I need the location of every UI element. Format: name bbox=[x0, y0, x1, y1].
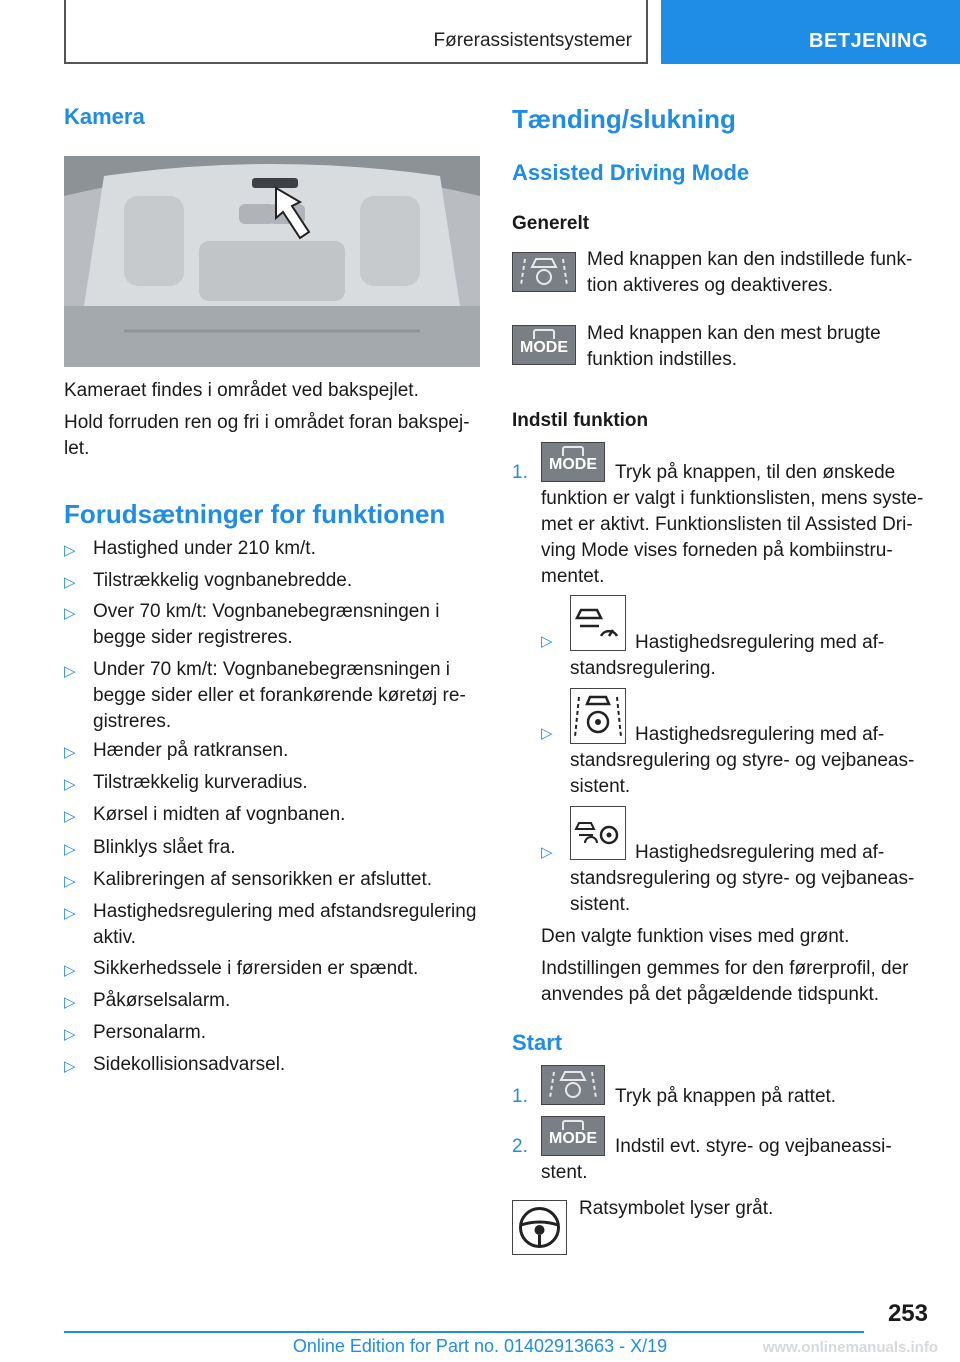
option2-text-1: Hastighedsregulering med af- bbox=[635, 724, 885, 745]
prereq-item: ▷ Under 70 km/t: Vognbanebegrænsningen i begge sider eller et forankørende køretøj re- gistreres. bbox=[64, 659, 466, 732]
triangle-bullet-icon: ▷ bbox=[64, 744, 76, 761]
start-heading: Start bbox=[512, 1030, 563, 1055]
triangle-bullet-icon: ▷ bbox=[541, 725, 553, 742]
prereq-item: ▷ Påkørselsalarm. bbox=[64, 988, 484, 1014]
triangle-bullet-icon: ▷ bbox=[64, 1026, 76, 1043]
after-text-2a: Indstillingen gemmes for den førerprofil, der bbox=[541, 958, 909, 979]
triangle-bullet-icon: ▷ bbox=[64, 808, 76, 825]
subsection-heading: Assisted Driving Mode bbox=[512, 160, 750, 185]
step1-text-1: Tryk på knappen, til den ønskede bbox=[615, 462, 896, 483]
step-number: 1. bbox=[512, 1086, 528, 1107]
start-step1-text: Tryk på knappen på rattet. bbox=[615, 1086, 837, 1107]
prereq-item: ▷ Hastighedsregulering med afstandsregulering aktiv. bbox=[64, 901, 477, 948]
section-heading: Tænding/slukning bbox=[512, 104, 736, 134]
header-section-box bbox=[64, 0, 648, 64]
step1-text-2: funktion er valgt i funktionslisten, mens syste- bbox=[541, 488, 924, 509]
prereq-item: ▷ Kalibreringen af sensorikken er afsluttet. bbox=[64, 867, 484, 893]
cruise-distance-icon bbox=[570, 595, 626, 651]
header-chapter-title: BETJENING bbox=[809, 30, 928, 52]
prereq-item: ▷ Sidekollisionsadvarsel. bbox=[64, 1052, 484, 1078]
start-step2-text-2: stent. bbox=[541, 1162, 588, 1183]
triangle-bullet-icon: ▷ bbox=[64, 905, 76, 922]
step-number: 2. bbox=[512, 1136, 528, 1157]
step1-text-4: ving Mode vises forneden på kombiinstru- bbox=[541, 540, 893, 561]
prereq-item: ▷ Over 70 km/t: Vognbanebegrænsningen i begge sider registreres. bbox=[64, 601, 440, 648]
prereq-item: ▷ Blinklys slået fra. bbox=[64, 835, 484, 861]
assist-button-icon bbox=[512, 252, 576, 292]
steering-wheel-icon bbox=[512, 1200, 567, 1255]
triangle-bullet-icon: ▷ bbox=[64, 542, 76, 559]
triangle-bullet-icon: ▷ bbox=[64, 605, 76, 622]
prereq-item: ▷ Tilstrækkelig vognbanebredde. bbox=[64, 568, 484, 594]
option1-text-2: standsregulering. bbox=[570, 658, 716, 679]
triangle-bullet-icon: ▷ bbox=[64, 663, 76, 680]
prereq-item: ▷ Hænder på ratkransen. bbox=[64, 738, 484, 764]
triangle-bullet-icon: ▷ bbox=[541, 633, 553, 650]
cruise-steering-icon bbox=[570, 806, 626, 860]
option3-text-2: standsregulering og styre- og vejbaneas- bbox=[570, 868, 915, 889]
prereq-heading: Forudsætninger for funktionen bbox=[64, 499, 446, 529]
option2-text-3: sistent. bbox=[570, 776, 631, 797]
generelt-text-2b: funktion indstilles. bbox=[587, 349, 737, 370]
camera-text-1: Kameraet findes i området ved bakspejlet. bbox=[64, 380, 419, 401]
option2-text-2: standsregulering og styre- og vejbaneas- bbox=[570, 750, 915, 771]
camera-heading: Kamera bbox=[64, 104, 145, 129]
camera-text-2b: let. bbox=[64, 438, 90, 459]
mode-button-icon: MODE bbox=[541, 442, 605, 482]
option1-text-1: Hastighedsregulering med af- bbox=[635, 632, 885, 653]
camera-text-2a: Hold forruden ren og fri i området foran bakspej- bbox=[64, 412, 470, 433]
prereq-item: ▷ Kørsel i midten af vognbanen. bbox=[64, 802, 484, 828]
triangle-bullet-icon: ▷ bbox=[64, 962, 76, 979]
prereq-item: ▷ Personalarm. bbox=[64, 1020, 484, 1046]
triangle-bullet-icon: ▷ bbox=[64, 841, 76, 858]
triangle-bullet-icon: ▷ bbox=[64, 1058, 76, 1075]
step-number: 1. bbox=[512, 462, 528, 483]
camera-photo bbox=[64, 156, 480, 367]
header-section-title: Førerassistentsystemer bbox=[433, 30, 632, 51]
steering-assist-icon bbox=[570, 688, 626, 744]
triangle-bullet-icon: ▷ bbox=[64, 994, 76, 1011]
prereq-item: ▷ Sikkerhedssele i førersiden er spændt. bbox=[64, 956, 484, 982]
watermark: www.onlinemanuals.info bbox=[762, 1339, 938, 1356]
after-text-1: Den valgte funktion vises med grønt. bbox=[541, 926, 850, 947]
after-text-2b: anvendes på det pågældende tidspunkt. bbox=[541, 984, 880, 1005]
option3-text-1: Hastighedsregulering med af- bbox=[635, 842, 885, 863]
triangle-bullet-icon: ▷ bbox=[64, 776, 76, 793]
generelt-heading: Generelt bbox=[512, 213, 590, 234]
assist-button-icon bbox=[541, 1065, 605, 1105]
footer-edition: Online Edition for Part no. 01402913663 - X/19 bbox=[292, 1336, 668, 1356]
generelt-text-1a: Med knappen kan den indstillede funk- bbox=[587, 249, 913, 270]
ratsymbol-text: Ratsymbolet lyser gråt. bbox=[579, 1198, 774, 1219]
footer-divider bbox=[64, 1331, 864, 1333]
step1-text-5: mentet. bbox=[541, 566, 605, 587]
prereq-item: ▷ Tilstrækkelig kurveradius. bbox=[64, 770, 484, 796]
mode-button-icon: MODE bbox=[541, 1116, 605, 1156]
option3-text-3: sistent. bbox=[570, 894, 631, 915]
start-step2-text-1: Indstil evt. styre- og vejbaneassi- bbox=[615, 1136, 892, 1157]
triangle-bullet-icon: ▷ bbox=[541, 844, 553, 861]
step1-text-3: met er aktivt. Funktionslisten til Assisted Dri- bbox=[541, 514, 913, 535]
mode-button-icon: MODE bbox=[512, 325, 576, 365]
prereq-item: ▷ Hastighed under 210 km/t. bbox=[64, 536, 484, 562]
generelt-text-1b: tion aktiveres og deaktiveres. bbox=[587, 275, 834, 296]
triangle-bullet-icon: ▷ bbox=[64, 873, 76, 890]
indstil-heading: Indstil funktion bbox=[512, 410, 649, 431]
triangle-bullet-icon: ▷ bbox=[64, 574, 76, 591]
page-number: 253 bbox=[887, 1300, 928, 1327]
generelt-text-2a: Med knappen kan den mest brugte bbox=[587, 323, 881, 344]
header-chapter-box bbox=[661, 0, 960, 64]
